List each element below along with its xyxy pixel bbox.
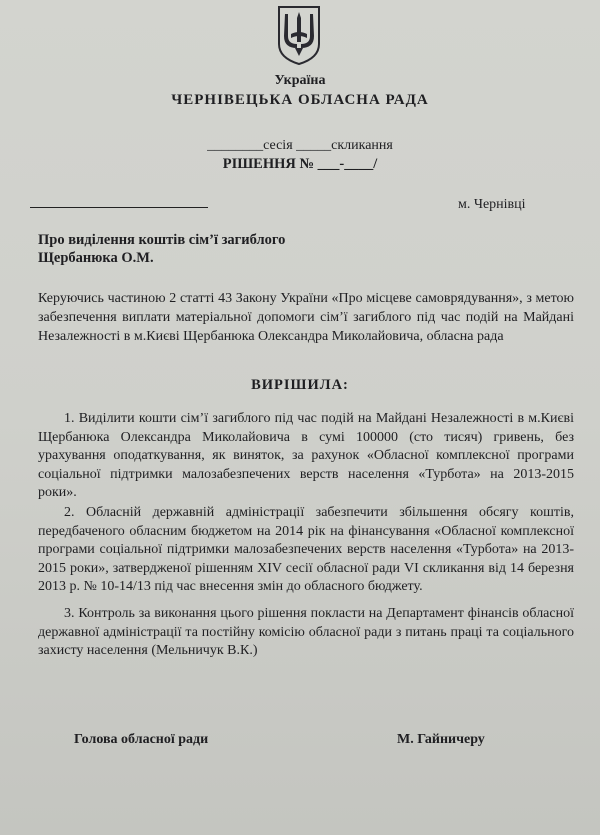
decision-item-3: 3. Контроль за виконання цього рішення покласти на Департамент фінансів обласної державної адміністрації та постійну комісію обласної ради з питань праці та соціального захисту населення (Мельничук В.К.): [38, 606, 574, 658]
preamble-paragraph: Керуючись частиною 2 статті 43 Закону України «Про місцеве самоврядування», з метою забезпечення виплати матеріальної допомоги сім’ї загиблого під час подій на Майдані Незалежності в м.Києві Щербанюка Олександра Миколайовича, обласна рада: [38, 291, 574, 344]
decision-subject: Про виділення коштів сім’ї загиблого Щербанюка О.М.: [38, 232, 286, 266]
date-blank-line: [30, 206, 208, 208]
resolved-heading: ВИРІШИЛА:: [251, 377, 349, 393]
country-heading: Україна: [274, 73, 326, 88]
signature-name: М. Гайничеру: [397, 732, 485, 747]
city-label: м. Чернівці: [458, 197, 526, 212]
decision-item-2: 2. Обласній державній адміністрації забезпечити збільшення обсягу коштів, передбаченого обласним бюджетом на 2014 рік на фінансування «Обласної комплексної програми соціальної підтримки малозабезпечених верств населення «Турбота» на 2013-2015 роки», затвердженої рішенням XIV сесії обласної ради VI скликання від 14 березня 2013 р. № 10-14/13 під час внесення змін до обласного бюджету.: [38, 505, 574, 594]
trident-emblem-icon: [276, 4, 322, 66]
decision-number: РІШЕННЯ № ___-____/: [222, 156, 378, 172]
decision-item-1: 1. Виділити кошти сім’ї загиблого під час подій на Майдані Незалежності в м.Києві Щербанюка Олександра Миколайовича в сумі 100000 (сто тисяч) гривень, без урахування оподаткування, як виняток, за рахунок «Обласної комплексної програми соціальної підтримки малозабезпечених верств населення «Турбота» на 2013-2015 роки».: [38, 411, 574, 500]
council-heading: ЧЕРНІВЕЦЬКА ОБЛАСНА РАДА: [171, 92, 429, 108]
signature-title: Голова обласної ради: [74, 732, 209, 747]
session-line: ________сесія _____скликання: [207, 138, 393, 153]
